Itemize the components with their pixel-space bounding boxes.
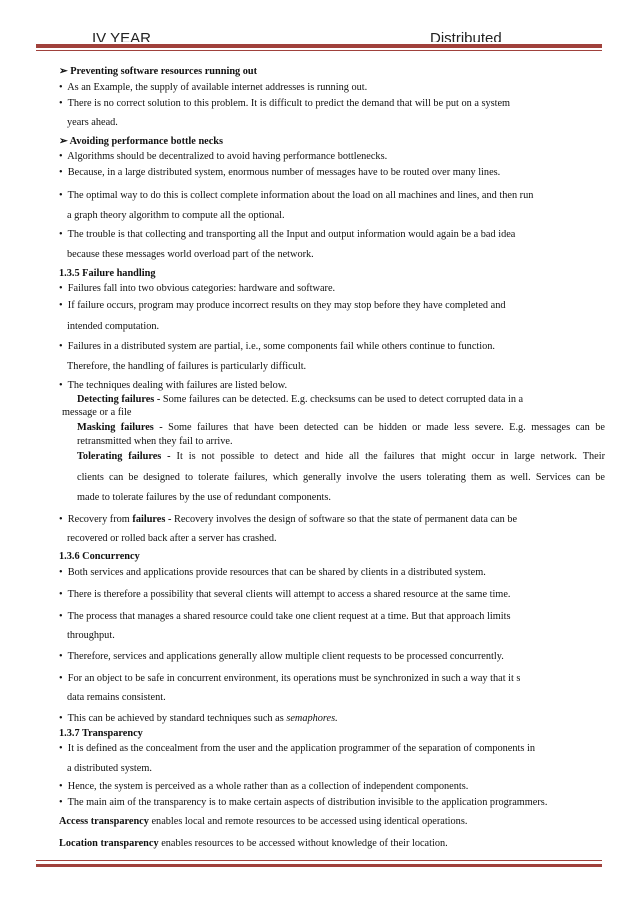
access-transparency: Access transparency enables local and remote resources to be accessed using identical operations. [59,816,468,827]
concurrency-point-6: • This can be achieved by standard techniques such as semaphores. [59,713,338,724]
failure-point-4: • The techniques dealing with failures are listed below. [59,380,288,391]
resources-point-2-cont: years ahead. [67,117,118,128]
failure-point-3: • Failures in a distributed system are partial, i.e., some components fail while others continue to function. [59,341,495,352]
footer-rule-thin [36,860,602,861]
concurrency-point-3: • The process that manages a shared resource could take one client request at a time. But that approach limits [59,611,511,622]
header-year: IV YEAR [92,31,151,42]
bottlenecks-point-2: • Because, in a large distributed system, enormous number of messages have to be routed over many lines. [59,167,501,178]
header-subject: Distributed [430,31,502,42]
concurrency-point-3-cont: throughput. [67,630,115,641]
failure-heading: 1.3.5 Failure handling [59,268,156,279]
bottlenecks-heading: ➢ Avoiding performance bottle necks [59,136,224,147]
header-rule [36,44,602,48]
tolerating-failures-cont-2: made to tolerate failures by the use of redundant components. [77,492,331,503]
bottlenecks-point-3-cont: a graph theory algorithm to compute all the optional. [67,210,285,221]
recovery-failures-cont: recovered or rolled back after a server has crashed. [67,533,277,544]
concurrency-point-1: • Both services and applications provide resources that can be shared by clients in a distributed system. [59,567,486,578]
detecting-failures: Detecting failures - Some failures can be detected. E.g. checksums can be used to detect corrupted data in a [77,394,524,405]
resources-point-1: • As an Example, the supply of available internet addresses is running out. [59,82,368,93]
bottlenecks-point-4-cont: because these messages world overload part of the network. [67,249,314,260]
detecting-failures-cont: message or a file [62,407,132,418]
transparency-point-2: • Hence, the system is perceived as a whole rather than as a collection of independent components. [59,781,469,792]
tolerating-failures-cont: clients can be designed to tolerate failures, which generally involve the users tolerating them as well. Services can be [77,472,605,483]
location-transparency: Location transparency enables resources to be accessed without knowledge of their location. [59,838,448,849]
concurrency-point-5: • For an object to be safe in concurrent environment, its operations must be synchronized in such a way that it s [59,673,521,684]
bottlenecks-point-4: • The trouble is that collecting and transporting all the Input and output information would again be a bad idea [59,229,516,240]
failure-point-1: • Failures fall into two obvious categories: hardware and software. [59,283,336,294]
transparency-point-3: • The main aim of the transparency is to make certain aspects of distribution invisible to the application programmers. [59,797,548,808]
resources-point-2: • There is no correct solution to this problem. It is difficult to predict the demand that will be put on a system [59,98,511,109]
masking-failures: Masking failures - Some failures that have been detected can be hidden or made less severe. E.g. messages can be [77,422,606,433]
transparency-point-1: • It is defined as the concealment from the user and the application programmer of the separation of components in [59,743,535,754]
bottlenecks-point-3: • The optimal way to do this is collect complete information about the load on all machines and lines, and then run [59,190,534,201]
failure-point-2: • If failure occurs, program may produce incorrect results on they may stop before they have completed and [59,300,506,311]
concurrency-point-2: • There is therefore a possibility that several clients will attempt to access a shared resource at the same time. [59,589,511,600]
masking-failures-cont: retransmitted when they fail to arrive. [77,436,233,447]
footer-rule [36,864,602,867]
header-rule-thin [36,50,602,51]
transparency-point-1-cont: a distributed system. [67,763,152,774]
failure-point-2-cont: intended computation. [67,321,160,332]
tolerating-failures: Tolerating failures - It is not possible to detect and hide all the failures that might occur in large network. Their [77,451,606,462]
concurrency-point-5-cont: data remains consistent. [67,692,166,703]
concurrency-heading: 1.3.6 Concurrency [59,551,140,562]
resources-heading: ➢ Preventing software resources running out [59,66,258,77]
recovery-failures: • Recovery from failures - Recovery involves the design of software so that the state of permanent data can be [59,514,518,525]
failure-point-3-cont: Therefore, the handling of failures is particularly difficult. [67,361,307,372]
transparency-heading: 1.3.7 Transparency [59,728,143,739]
bottlenecks-point-1: • Algorithms should be decentralized to avoid having performance bottlenecks. [59,151,388,162]
concurrency-point-4: • Therefore, services and applications generally allow multiple client requests to be processed concurrently. [59,651,504,662]
